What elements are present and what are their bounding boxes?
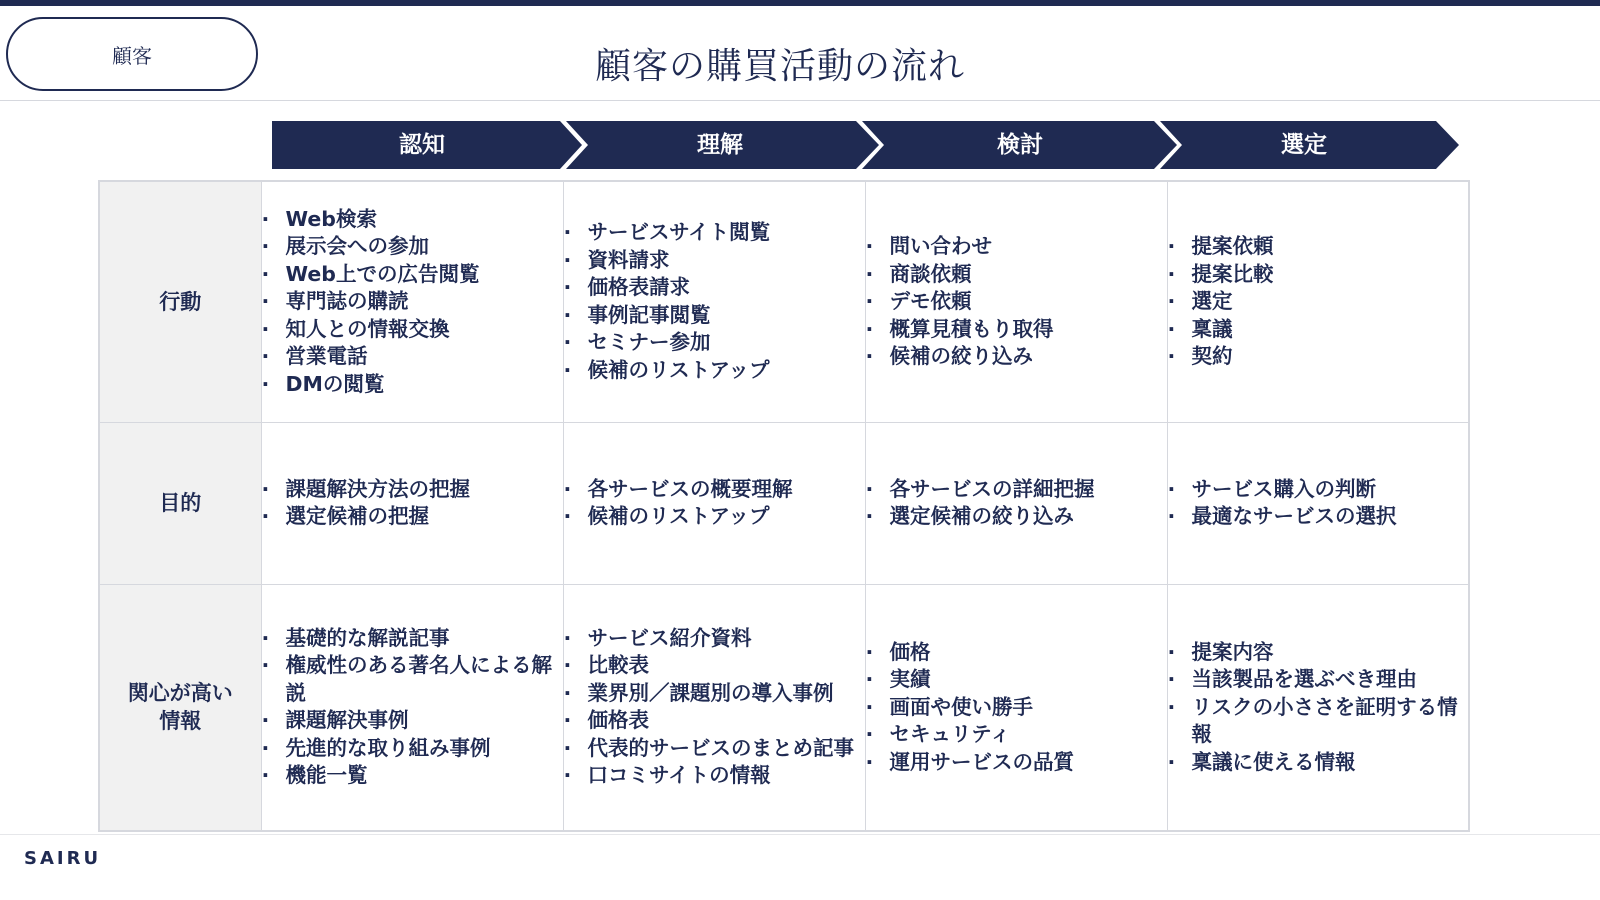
cell-purpose-consideration bbox=[865, 422, 1167, 584]
cell-interest-understanding bbox=[563, 584, 865, 831]
bullet-list bbox=[564, 476, 865, 531]
cell-actions-understanding bbox=[563, 181, 865, 422]
list-item: · 提案内容 bbox=[1168, 639, 1469, 667]
page-title: 顧客の購買活動の流れ bbox=[594, 46, 965, 87]
list-item: · 口コミサイトの情報 bbox=[564, 762, 865, 790]
row-header-purpose: 目的 bbox=[99, 422, 261, 584]
header-divider bbox=[0, 100, 1600, 101]
cell-purpose-understanding bbox=[563, 422, 865, 584]
list-item: · 提案比較 bbox=[1168, 261, 1469, 289]
list-item: · DMの閲覧 bbox=[262, 371, 563, 399]
cell-interest-awareness bbox=[261, 584, 563, 831]
bullet-list bbox=[564, 625, 865, 790]
cell-actions-selection bbox=[1167, 181, 1469, 422]
list-item: · 選定 bbox=[1168, 288, 1469, 316]
list-item: · 画面や使い勝手 bbox=[866, 694, 1167, 722]
list-item: · サービスサイト閲覧 bbox=[564, 219, 865, 247]
stage-label-understanding: 理解 bbox=[697, 132, 743, 158]
table-row-purpose bbox=[99, 422, 1469, 584]
list-item: · 最適なサービスの選択 bbox=[1168, 503, 1469, 531]
bullet-list bbox=[866, 476, 1167, 531]
list-item: · 営業電話 bbox=[262, 343, 563, 371]
top-accent-bar bbox=[0, 0, 1600, 6]
list-item: · 当該製品を選ぶべき理由 bbox=[1168, 666, 1469, 694]
list-item: · 候補のリストアップ bbox=[564, 357, 865, 385]
list-item: · 価格 bbox=[866, 639, 1167, 667]
cell-actions-consideration bbox=[865, 181, 1167, 422]
list-item: · 各サービスの概要理解 bbox=[564, 476, 865, 504]
list-item: · 展示会への参加 bbox=[262, 233, 563, 261]
stage-label-selection: 選定 bbox=[1281, 132, 1327, 158]
cell-interest-consideration bbox=[865, 584, 1167, 831]
cell-purpose-selection bbox=[1167, 422, 1469, 584]
cell-actions-awareness bbox=[261, 181, 563, 422]
list-item: · 商談依頼 bbox=[866, 261, 1167, 289]
stage-label-consideration: 検討 bbox=[997, 132, 1043, 158]
row-header-actions: 行動 bbox=[99, 181, 261, 422]
bullet-list bbox=[1168, 476, 1469, 531]
footer-divider bbox=[0, 834, 1600, 835]
list-item: · サービス購入の判断 bbox=[1168, 476, 1469, 504]
list-item: · セミナー参加 bbox=[564, 329, 865, 357]
list-item: · Web検索 bbox=[262, 206, 563, 234]
list-item: · 稟議に使える情報 bbox=[1168, 749, 1469, 777]
list-item: · 問い合わせ bbox=[866, 233, 1167, 261]
list-item: · セキュリティ bbox=[866, 721, 1167, 749]
list-item: · 機能一覧 bbox=[262, 762, 563, 790]
table-row-interest-info bbox=[99, 584, 1469, 831]
bullet-list bbox=[866, 233, 1167, 371]
list-item: · 候補の絞り込み bbox=[866, 343, 1167, 371]
stage-label-awareness: 認知 bbox=[399, 132, 445, 158]
list-item: · 事例記事閲覧 bbox=[564, 302, 865, 330]
bullet-list bbox=[262, 206, 563, 399]
cell-purpose-awareness bbox=[261, 422, 563, 584]
list-item: · リスクの小ささを証明する情報 bbox=[1168, 694, 1469, 749]
list-item: · 価格表請求 bbox=[564, 274, 865, 302]
table-row-actions bbox=[99, 181, 1469, 422]
list-item: · 運用サービスの品質 bbox=[866, 749, 1167, 777]
list-item: · 契約 bbox=[1168, 343, 1469, 371]
list-item: · 業界別／課題別の導入事例 bbox=[564, 680, 865, 708]
list-item: · デモ依頼 bbox=[866, 288, 1167, 316]
bullet-list bbox=[1168, 233, 1469, 371]
bullet-list bbox=[866, 639, 1167, 777]
list-item: · 資料請求 bbox=[564, 247, 865, 275]
bullet-list bbox=[262, 476, 563, 531]
list-item: · 課題解決方法の把握 bbox=[262, 476, 563, 504]
bullet-list bbox=[262, 625, 563, 790]
list-item: · 先進的な取り組み事例 bbox=[262, 735, 563, 763]
list-item: · 選定候補の把握 bbox=[262, 503, 563, 531]
list-item: · 稟議 bbox=[1168, 316, 1469, 344]
list-item: · 概算見積もり取得 bbox=[866, 316, 1167, 344]
list-item: · 課題解決事例 bbox=[262, 707, 563, 735]
bullet-list bbox=[564, 219, 865, 384]
cell-interest-selection bbox=[1167, 584, 1469, 831]
bullet-list bbox=[1168, 639, 1469, 777]
list-item: · サービス紹介資料 bbox=[564, 625, 865, 653]
list-item: · 代表的サービスのまとめ記事 bbox=[564, 735, 865, 763]
purchase-flow-table bbox=[98, 180, 1470, 832]
list-item: · 比較表 bbox=[564, 652, 865, 680]
category-tag bbox=[6, 17, 258, 91]
list-item: · 選定候補の絞り込み bbox=[866, 503, 1167, 531]
category-tag-label: 顧客 bbox=[112, 43, 152, 68]
list-item: · 基礎的な解説記事 bbox=[262, 625, 563, 653]
list-item: · 知人との情報交換 bbox=[262, 316, 563, 344]
list-item: · 価格表 bbox=[564, 707, 865, 735]
row-header-interest-info: 関心が高い 情報 bbox=[99, 584, 261, 831]
brand-logo: SAIRU bbox=[24, 848, 102, 869]
list-item: · 専門誌の購読 bbox=[262, 288, 563, 316]
list-item: · 提案依頼 bbox=[1168, 233, 1469, 261]
list-item: · Web上での広告閲覧 bbox=[262, 261, 563, 289]
list-item: · 実績 bbox=[866, 666, 1167, 694]
list-item: · 候補のリストアップ bbox=[564, 503, 865, 531]
list-item: · 権威性のある著名人による解説 bbox=[262, 652, 563, 707]
list-item: · 各サービスの詳細把握 bbox=[866, 476, 1167, 504]
